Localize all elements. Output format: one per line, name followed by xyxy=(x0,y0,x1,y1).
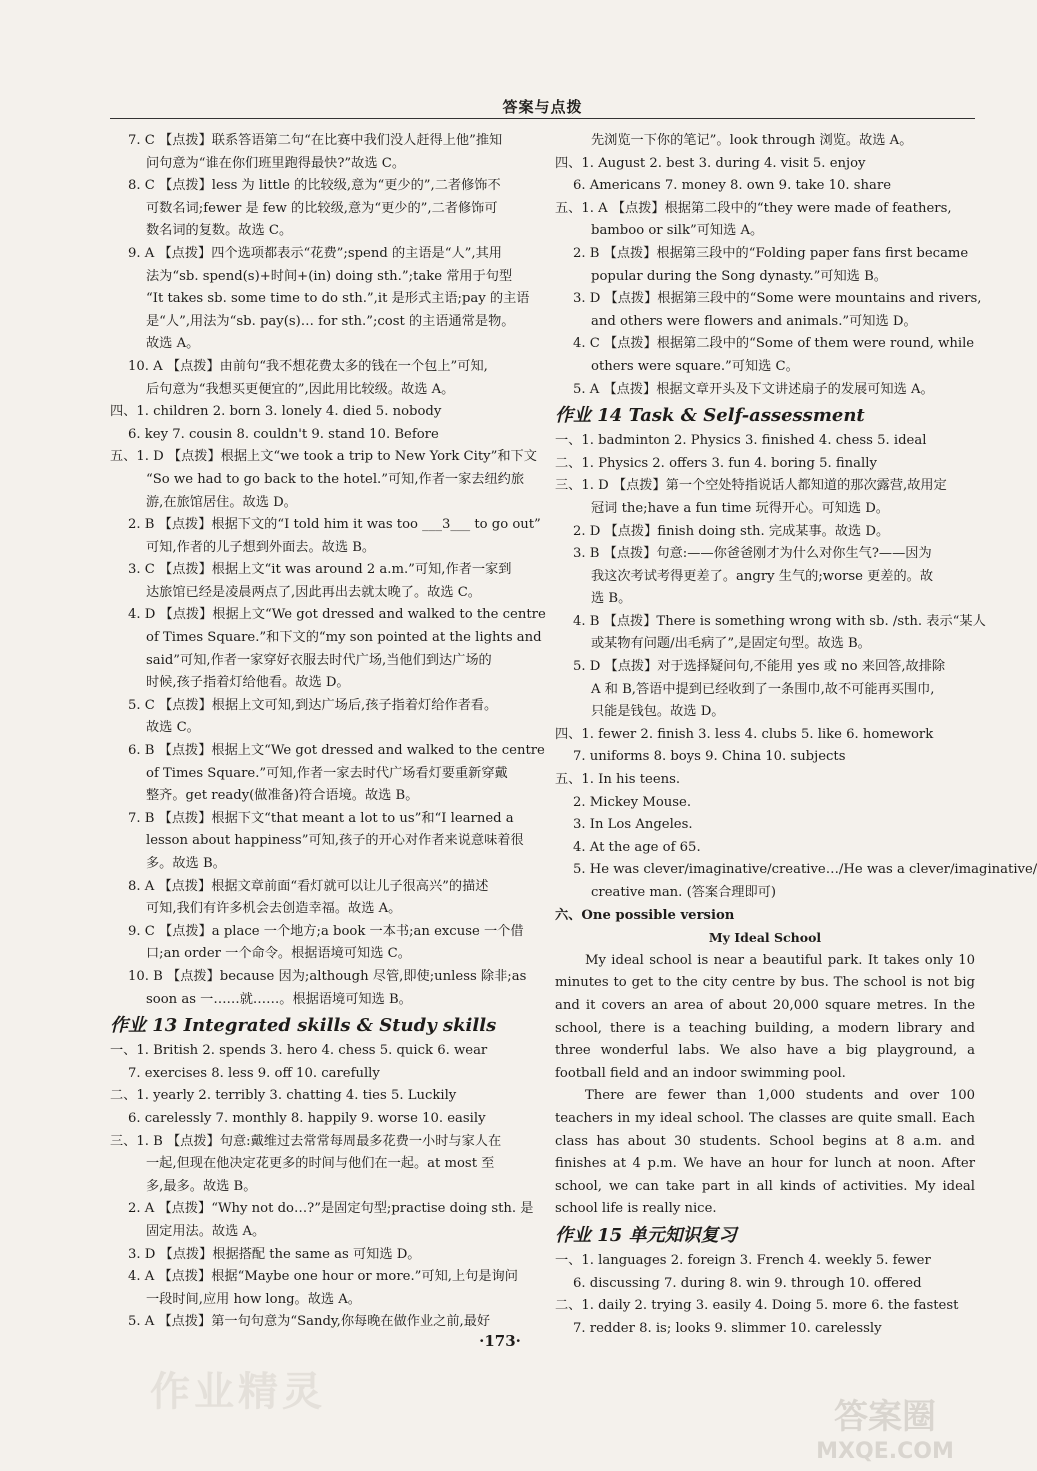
answer-line: 五、1. In his teens. xyxy=(555,772,681,788)
answer-line: 我这次考试考得更差了。angry 生气的;worse 更差的。故 xyxy=(591,568,934,584)
answer-line: 7. uniforms 8. boys 9. China 10. subjects xyxy=(573,749,846,765)
answer-line: 2. B 【点拨】根据下文的“I told him it was too ___3___ to go out” xyxy=(128,517,541,533)
answer-line: 2. A 【点拨】“Why not do…?”是固定句型;practise doing sth. 是 xyxy=(128,1201,534,1217)
essay xyxy=(555,950,975,1221)
answer-line: 7. B 【点拨】根据下文“that meant a lot to us”和“I learned a xyxy=(128,810,514,826)
answer-line: 2. D 【点拨】finish doing sth. 完成某事。故选 D。 xyxy=(573,523,890,539)
answer-line: 可数名词;fewer 是 few 的比较级,意为“更少的”,二者修饰可 xyxy=(146,200,498,216)
answer-line: 先浏览一下你的笔记”。look through 浏览。故选 A。 xyxy=(591,133,913,148)
watermark-left: 作业精灵 xyxy=(150,1369,326,1415)
answer-line: 可知,作者的儿子想到外面去。故选 B。 xyxy=(146,539,376,555)
answer-line: 游,在旅馆居住。故选 D。 xyxy=(146,494,297,510)
answer-line: popular during the Song dynasty.”可知选 B。 xyxy=(591,268,887,284)
answer-line: 8. C 【点拨】less 为 little 的比较级,意为“更少的”,二者修饰不 xyxy=(128,178,501,194)
answer-line: 三、1. D 【点拨】第一个空处特指说话人都知道的那次露营,故用定 xyxy=(555,478,947,494)
answer-line: 五、1. A 【点拨】根据第二段中的“they were made of feathers, xyxy=(555,200,952,216)
answer-line: 9. A 【点拨】四个选项都表示“花费”;spend 的主语是“人”,其用 xyxy=(128,245,502,261)
answer-line: 二、1. daily 2. trying 3. easily 4. Doing 5. more 6. the fastest xyxy=(555,1298,959,1314)
page-header xyxy=(110,96,975,119)
answer-line: 整齐。get ready(做准备)符合语境。故选 B。 xyxy=(146,788,419,804)
answer-line: 故选 A。 xyxy=(146,336,200,352)
answer-line: lesson about happiness”可知,孩子的开心对作者来说意味着很 xyxy=(146,833,524,849)
answer-line: 一起,但现在他决定花更多的时间与他们在一起。at most 至 xyxy=(146,1156,495,1172)
watermark-logo-top: 答案圈 xyxy=(834,1397,936,1437)
answer-line: 7. C 【点拨】联系答语第二句“在比赛中我们没人赶得上他”推知 xyxy=(128,133,503,148)
answer-line: 2. B 【点拨】根据第三段中的“Folding paper fans first became xyxy=(573,245,969,261)
answer-line: 3. B 【点拨】句意:——你爸爸刚才为什么对你生气?——因为 xyxy=(573,546,932,562)
right-column-tail xyxy=(555,1223,975,1340)
answer-line: 4. A 【点拨】根据“Maybe one hour or more.”可知,上句是询问 xyxy=(128,1269,518,1285)
answer-line: 二、1. yearly 2. terribly 3. chatting 4. ties 5. Luckily xyxy=(110,1088,457,1104)
answer-line: 口;an order 一个命令。根据语境可知选 C。 xyxy=(146,946,411,962)
answer-line: soon as 一……就……。根据语境可知选 B。 xyxy=(146,991,412,1007)
page-number: ·173· xyxy=(479,1332,521,1350)
answer-line: 5. A 【点拨】第一句句意为“Sandy,你每晚在做作业之前,最好 xyxy=(128,1314,491,1330)
answer-line: 数名词的复数。故选 C。 xyxy=(146,223,293,239)
answer-line: 3. C 【点拨】根据上文“it was around 2 a.m.”可知,作者一家到 xyxy=(128,562,512,578)
answer-line: 5. A 【点拨】根据文章开头及下文讲述扇子的发展可知选 A。 xyxy=(573,381,934,397)
left-column xyxy=(110,130,546,1334)
section-heading: 作业 15 单元知识复习 xyxy=(555,1224,737,1246)
answer-line: 6. carelessly 7. monthly 8. happily 9. worse 10. easily xyxy=(128,1110,486,1126)
answer-line: 7. redder 8. is; looks 9. slimmer 10. carelessly xyxy=(573,1320,882,1336)
answer-line: creative man. (答案合理即可) xyxy=(591,885,776,900)
answer-line: 选 B。 xyxy=(591,591,632,607)
answer-line: 7. exercises 8. less 9. off 10. carefully xyxy=(128,1065,380,1081)
answer-line: 2. Mickey Mouse. xyxy=(573,794,692,810)
header-title: 答案与点拨 xyxy=(502,98,583,116)
answer-line: and others were flowers and animals.”可知选 D。 xyxy=(591,313,917,329)
answer-line: 可知,我们有许多机会去创造幸福。故选 A。 xyxy=(146,901,402,917)
answer-line: 10. A 【点拨】由前句“我不想花费太多的钱在一个包上”可知, xyxy=(128,358,488,374)
answer-line: 四、1. children 2. born 3. lonely 4. died 5. nobody xyxy=(110,404,442,420)
answer-line: 4. At the age of 65. xyxy=(573,839,701,855)
answer-line: 8. A 【点拨】根据文章前面“看灯就可以让儿子很高兴”的描述 xyxy=(128,878,489,894)
answer-line: 5. C 【点拨】根据上文可知,到达广场后,孩子指着灯给作者看。 xyxy=(128,697,498,713)
section-heading: 作业 14 Task & Self-assessment xyxy=(555,405,865,427)
answer-line: “It takes sb. some time to do sth.”,it 是形式主语;pay 的主语 xyxy=(146,291,530,307)
answer-line: 5. D 【点拨】对于选择疑问句,不能用 yes 或 no 来回答,故排除 xyxy=(573,659,946,675)
answer-line: 一、1. badminton 2. Physics 3. finished 4. chess 5. ideal xyxy=(555,433,927,449)
answer-line: 达旅馆已经是凌晨两点了,因此再出去就太晚了。故选 C。 xyxy=(146,584,481,600)
answer-line: 故选 C。 xyxy=(146,720,200,736)
answer-line: 四、1. fewer 2. finish 3. less 4. clubs 5. like 6. homework xyxy=(555,726,934,742)
essay-paragraph: My ideal school is near a beautiful park. It takes only 10 minutes to get to the city centre by bus. The school is not big and it covers an area of about 20,000 square metres. In the school, there is a teaching building, a modern library and three wonderful labs. We also have a big playground, a football field and an indoor swimming pool. xyxy=(555,952,975,1081)
answer-line: 3. D 【点拨】根据第三段中的“Some were mountains and rivers, xyxy=(573,291,982,307)
answer-line: 是“人”,用法为“sb. pay(s)… for sth.”;cost 的主语通常是物。 xyxy=(146,313,515,329)
watermark-logo-bottom: MXQE.COM xyxy=(816,1439,954,1464)
answer-line: 或某物有问题/出毛病了”,是固定句型。故选 B。 xyxy=(591,636,871,652)
answer-line: 多,最多。故选 B。 xyxy=(146,1178,257,1194)
answer-line: “So we had to go back to the hotel.”可知,作者一家去纽约旅 xyxy=(146,471,525,487)
answer-line: 6. B 【点拨】根据上文“We got dressed and walked to the centre xyxy=(128,743,545,759)
answer-line: 固定用法。故选 A。 xyxy=(146,1223,266,1239)
answer-line: 多。故选 B。 xyxy=(146,856,226,871)
answer-line: 二、1. Physics 2. offers 3. fun 4. boring 5. finally xyxy=(555,455,877,471)
answer-line: of Times Square.”和下文的“my son pointed at the lights and xyxy=(146,630,542,646)
answer-line: 5. He was clever/imaginative/creative…/He was a clever/imaginative/ xyxy=(573,862,1037,878)
essay-paragraph: There are fewer than 1,000 students and over 100 teachers in my ideal school. The classes are quite small. Each class has about 30 students. School begins at 8 a.m. and finishes at 4 p.m. We have an hour for lunch at noon. After school, we can take part in all kinds of activities. My ideal school life is really nice. xyxy=(555,1088,975,1217)
answer-line: 四、1. August 2. best 3. during 4. visit 5. enjoy xyxy=(555,155,866,171)
answer-line: 10. B 【点拨】because 因为;although 尽管,即使;unless 除非;as xyxy=(128,968,527,984)
answer-line: 后句意为“我想买更便宜的”,因此用比较级。故选 A。 xyxy=(146,381,455,397)
answer-line: 三、1. B 【点拨】句意:戴维过去常常每周最多花费一小时与家人在 xyxy=(110,1133,502,1149)
answer-line: bamboo or silk”可知选 A。 xyxy=(591,223,764,239)
right-column xyxy=(555,130,1037,1340)
answer-line: 6. Americans 7. money 8. own 9. take 10. share xyxy=(573,178,891,194)
answer-line: 冠词 the;have a fun time 玩得开心。可知选 D。 xyxy=(591,500,889,516)
answer-line: 6. key 7. cousin 8. couldn't 9. stand 10. Before xyxy=(128,426,439,442)
answer-line: My Ideal School xyxy=(708,930,822,946)
answer-line: 9. C 【点拨】a place 一个地方;a book 一本书;an excuse 一个借 xyxy=(128,923,524,939)
answer-line: 只能是钱包。故选 D。 xyxy=(591,704,725,720)
answer-line: 六、One possible version xyxy=(555,907,735,923)
answer-line: 4. B 【点拨】There is something wrong with sb. /sth. 表示“某人 xyxy=(573,613,986,629)
section-heading: 作业 13 Integrated skills & Study skills xyxy=(110,1015,497,1037)
answer-line: 一、1. British 2. spends 3. hero 4. chess 5. quick 6. wear xyxy=(110,1043,488,1059)
answer-line: others were square.”可知选 C。 xyxy=(591,358,799,374)
answer-line: 一、1. languages 2. foreign 3. French 4. weekly 5. fewer xyxy=(555,1252,931,1268)
answer-line: 4. D 【点拨】根据上文“We got dressed and walked to the centre xyxy=(128,607,546,623)
answer-line: 4. C 【点拨】根据第二段中的“Some of them were round, while xyxy=(573,336,975,352)
answer-line: 法为“sb. spend(s)+时间+(in) doing sth.”;take 常用于句型 xyxy=(146,268,513,284)
answer-line: said”可知,作者一家穿好衣服去时代广场,当他们到达广场的 xyxy=(146,652,492,668)
answer-line: 五、1. D 【点拨】根据上文“we took a trip to New York City”和下文 xyxy=(110,449,537,465)
answer-line: 6. discussing 7. during 8. win 9. through 10. offered xyxy=(573,1275,922,1291)
watermark-logo xyxy=(795,1388,975,1466)
answer-line: 3. D 【点拨】根据搭配 the same as 可知选 D。 xyxy=(128,1246,421,1262)
answer-line: 3. In Los Angeles. xyxy=(573,817,693,833)
answer-line: 时候,孩子指着灯给他看。故选 D。 xyxy=(146,675,350,691)
right-column-answers xyxy=(555,130,1037,950)
answer-line: A 和 B,答语中提到已经收到了一条围巾,故不可能再买围巾, xyxy=(591,681,935,697)
answer-line: 一段时间,应用 how long。故选 A。 xyxy=(146,1291,361,1307)
answer-line: of Times Square.”可知,作者一家去时代广场看灯要重新穿戴 xyxy=(146,765,508,781)
answer-line: 问句意为“谁在你们班里跑得最快?”故选 C。 xyxy=(146,155,406,171)
